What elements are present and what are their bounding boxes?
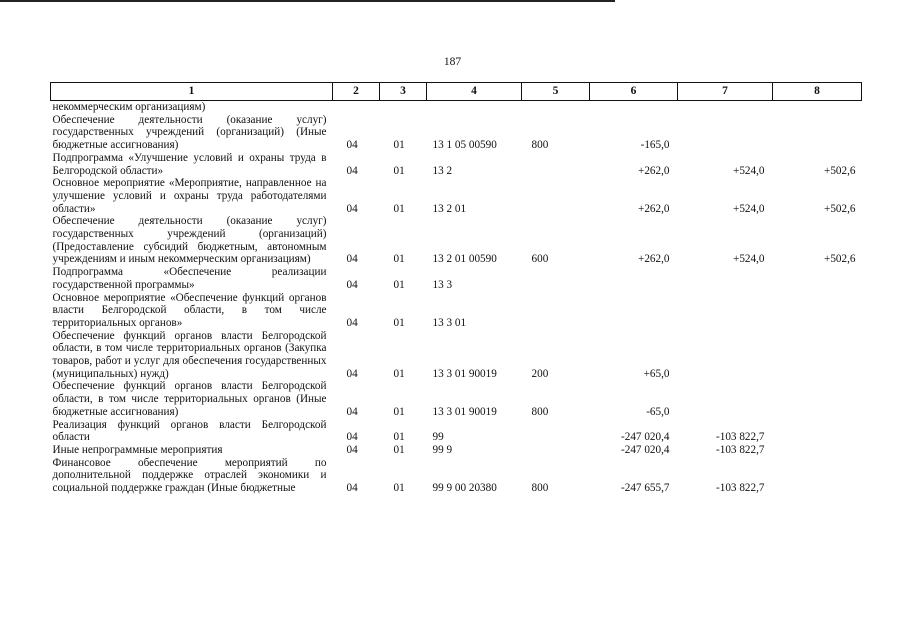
target-article-code: 13 1 05 00590 [432,139,497,152]
row-description: Обеспечение деятельности (оказание услуг) государственных учреждений (организаций) (Предоставление субсидий бюджетным, автономным учреждениям и иным некоммерческим организациям) [52,215,327,266]
section-code: 04 [346,405,358,418]
expense-type-code [522,444,590,457]
target-article-code: 99 9 [432,443,453,456]
amount-year-2 [678,101,773,114]
amount-year-1 [590,292,678,330]
target-article-code: 99 [432,431,444,444]
subsection-code: 01 [393,253,405,266]
amount-year-3 [773,419,862,444]
subsection-code: 01 [393,367,405,380]
subsection-code: 01 [393,316,405,329]
subsection-code: 01 [393,405,405,418]
subsection-code: 01 [393,278,405,291]
table-header-row [51,83,862,101]
amount-year-3 [773,292,862,330]
amount-year-2: +524,0 [733,253,765,266]
column-header: 4 [427,83,522,101]
amount-year-2 [678,114,773,152]
target-article-code: 13 3 01 90019 [432,405,497,418]
table-row [51,152,862,177]
expense-type-code: 800 [531,405,549,418]
amount-year-2: -103 822,7 [716,482,765,495]
amount-year-2: -103 822,7 [716,443,765,456]
expense-type-code: 800 [531,482,549,495]
row-description: Обеспечение деятельности (оказание услуг) государственных учреждений (организаций) (Иные бюджетные ассигнования) [52,113,327,152]
target-article-code: 13 2 01 [432,202,467,215]
expense-type-code [522,101,590,114]
section-code [333,101,380,114]
amount-year-3: +502,6 [824,164,856,177]
amount-year-3: +502,6 [824,202,856,215]
amount-year-2 [678,266,773,291]
expense-type-code: 200 [531,367,549,380]
subsection-code [380,101,427,114]
table-row [51,292,862,330]
amount-year-2 [678,330,773,381]
expense-type-code [522,152,590,177]
amount-year-2 [678,292,773,330]
amount-year-3 [773,330,862,381]
amount-year-1 [590,266,678,291]
table-row [51,215,862,266]
section-code: 04 [346,316,358,329]
row-description: Финансовое обеспечение мероприятий по дополнительной поддержке отраслей экономики и социальной поддержке граждан (Иные бюджетные [52,456,327,495]
row-description: Основное мероприятие «Обеспечение функций органов власти Белгородской области, в том числе территориальных органов» [52,291,327,329]
column-header: 2 [333,83,380,101]
amount-year-3 [773,457,862,495]
amount-year-2: -103 822,7 [716,431,765,444]
amount-year-3 [773,101,862,114]
target-article-code: 13 2 01 00590 [432,253,497,266]
section-code: 04 [346,202,358,215]
subsection-code: 01 [393,431,405,444]
column-header: 7 [678,83,773,101]
expense-type-code [522,177,590,215]
row-description: Реализация функций органов власти Белгородской области [52,418,327,444]
table-row [51,330,862,381]
amount-year-1: -65,0 [646,405,670,418]
target-article-code: 99 9 00 20380 [432,482,497,495]
target-article-code: 13 3 01 90019 [432,367,497,380]
row-description: Обеспечение функций органов власти Белгородской области, в том числе территориальных органов (Закупка товаров, работ и услуг для обеспечения государственных (муниципальных) нужд) [52,329,327,380]
section-code: 04 [346,139,358,152]
table-row [51,177,862,215]
expense-type-code: 600 [531,253,549,266]
amount-year-1: +65,0 [643,367,670,380]
amount-year-3 [773,114,862,152]
row-description: некоммерческим организациям) [52,101,206,113]
table-row [51,101,862,114]
target-article-code: 13 3 [432,278,453,291]
subsection-code: 01 [393,164,405,177]
target-article-code: 13 3 01 [432,316,467,329]
amount-year-1: -165,0 [640,139,670,152]
subsection-code: 01 [393,202,405,215]
page-number: 187 [443,56,462,68]
amount-year-1: +262,0 [638,202,670,215]
amount-year-3: +502,6 [824,253,856,266]
table-row [51,419,862,444]
row-description: Основное мероприятие «Мероприятие, направленное на улучшение условий и охраны труда работодателями области» [52,177,327,215]
section-code: 04 [346,253,358,266]
amount-year-1: +262,0 [638,164,670,177]
section-code: 04 [346,431,358,444]
subsection-code: 01 [393,443,405,456]
column-header: 6 [590,83,678,101]
section-code: 04 [346,443,358,456]
column-header: 1 [51,83,333,101]
row-description: Иные непрограммные мероприятия [52,443,223,456]
amount-year-1: -247 655,7 [621,482,670,495]
target-article-code [427,101,522,114]
table-row [51,266,862,291]
table-row [51,444,862,457]
budget-table [50,82,862,495]
table-row [51,114,862,152]
section-code: 04 [346,164,358,177]
subsection-code: 01 [393,139,405,152]
table-row [51,380,862,418]
scan-edge-line [0,0,615,2]
amount-year-1 [590,101,678,114]
amount-year-3 [773,266,862,291]
subsection-code: 01 [393,482,405,495]
expense-type-code [522,292,590,330]
amount-year-1: +262,0 [638,253,670,266]
amount-year-2 [678,380,773,418]
amount-year-2: +524,0 [733,202,765,215]
section-code: 04 [346,278,358,291]
amount-year-3 [773,444,862,457]
column-header: 5 [522,83,590,101]
section-code: 04 [346,367,358,380]
amount-year-3 [773,380,862,418]
amount-year-1: -247 020,4 [621,431,670,444]
column-header: 8 [773,83,862,101]
section-code: 04 [346,482,358,495]
expense-type-code [522,419,590,444]
target-article-code: 13 2 [432,164,453,177]
amount-year-2: +524,0 [733,164,765,177]
table-row [51,457,862,495]
expense-type-code: 800 [531,139,549,152]
column-header: 3 [380,83,427,101]
row-description: Подпрограмма «Обеспечение реализации государственной программы» [52,266,327,291]
row-description: Подпрограмма «Улучшение условий и охраны труда в Белгородской области» [52,151,327,177]
amount-year-1: -247 020,4 [621,443,670,456]
expense-type-code [522,266,590,291]
row-description: Обеспечение функций органов власти Белгородской области, в том числе территориальных органов (Иные бюджетные ассигнования) [52,380,327,418]
table-body [51,101,862,495]
